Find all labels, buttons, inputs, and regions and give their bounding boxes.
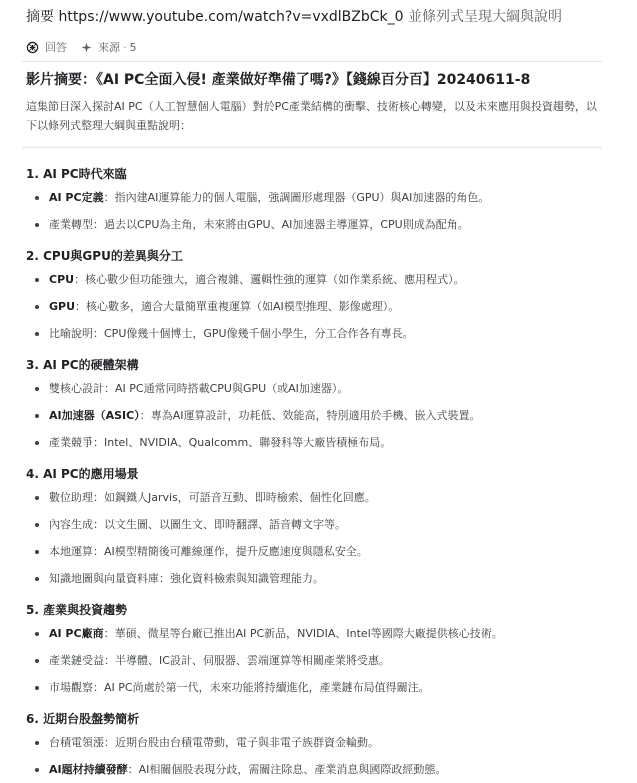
bullet-list — [26, 266, 616, 347]
bullet-item — [26, 184, 616, 211]
bullet-item — [26, 320, 616, 347]
bullet-colon: ： — [103, 191, 115, 204]
bullet-dot-icon — [35, 387, 39, 391]
bullet-text: 本地運算：AI模型精簡後可離線運作，提升反應速度與隱私安全。 — [49, 545, 368, 558]
bullet-item — [26, 211, 616, 238]
bullet-dot-icon — [35, 686, 39, 690]
bullet-item — [26, 647, 616, 674]
bullet-item — [26, 293, 616, 320]
bullet-text: 專為AI運算設計，功耗低、效能高，特別適用於手機、嵌入式裝置。 — [150, 409, 481, 422]
bullet-text: 內容生成：以文生圖、以圖生文、即時翻譯、語音轉文字等。 — [49, 518, 346, 531]
bullet-dot-icon — [35, 414, 39, 418]
bullet-list — [26, 484, 616, 592]
bullet-term: AI題材持續發酵 — [49, 763, 128, 776]
query-suffix: 並條列式呈現大綱與說明 — [403, 9, 563, 25]
bullet-item — [26, 729, 616, 756]
answer-title: 影片摘要：《AI PC全面入侵! 產業做好準備了嗎?》【錢線百分百】20240611-8 — [26, 72, 531, 88]
intro-divider — [22, 147, 602, 148]
bullet-dot-icon — [35, 577, 39, 581]
bullet-dot-icon — [35, 632, 39, 636]
bullet-text: AI相關個股表現分歧，需關注除息、產業消息與國際政經動態。 — [138, 763, 447, 776]
bullet-dot-icon — [35, 550, 39, 554]
answer-content — [26, 156, 616, 783]
bullet-item — [26, 429, 616, 456]
bullet-list — [26, 620, 616, 701]
bullet-list — [26, 729, 616, 783]
bullet-colon: ： — [75, 300, 87, 313]
sources-separator: · — [123, 40, 127, 54]
bullet-term: AI PC定義 — [49, 191, 104, 204]
sources-tab-label: 來源 — [98, 41, 120, 54]
bullet-colon: ： — [74, 273, 86, 286]
section-title: 2. CPU與GPU的差異與分工 — [26, 249, 183, 263]
bullet-text: 指內建AI運算能力的個人電腦，強調圖形處理器（GPU）與AI加速器的角色。 — [114, 191, 490, 204]
bullet-term: AI PC廠商 — [49, 627, 104, 640]
bullet-dot-icon — [35, 741, 39, 745]
bullet-colon: ： — [103, 627, 115, 640]
bullet-text: 雙核心設計：AI PC通常同時搭載CPU與GPU（或AI加速器）。 — [49, 382, 349, 395]
bullet-dot-icon — [35, 332, 39, 336]
answer-icon — [26, 41, 39, 54]
bullet-text: 產業轉型：過去以CPU為主角，未來將由GPU、AI加速器主導運算，CPU則成為配角。 — [49, 218, 469, 231]
bullet-item — [26, 620, 616, 647]
bullet-text: 市場觀察：AI PC尚處於第一代，未來功能將持續進化，產業鏈布局值得關注。 — [49, 681, 430, 694]
user-query — [26, 8, 626, 26]
section-title: 3. AI PC的硬體架構 — [26, 358, 139, 372]
answer-tab[interactable] — [26, 39, 67, 55]
section-title: 5. 產業與投資趨勢 — [26, 603, 128, 617]
answer-tab-label: 回答 — [45, 41, 67, 54]
bullet-item — [26, 402, 616, 429]
sources-sparkle-icon — [81, 42, 92, 53]
bullet-term: GPU — [49, 300, 76, 313]
bullet-item — [26, 674, 616, 701]
answer-section — [26, 600, 616, 701]
bullet-text: 比喻說明：CPU像幾十個博士，GPU像幾千個小學生，分工合作各有專長。 — [49, 327, 414, 340]
sources-count: 5 — [129, 40, 137, 54]
bullet-text: 台積電領漲：近期台股由台積電帶動，電子與非電子族群資金輪動。 — [49, 736, 379, 749]
bullet-item — [26, 511, 616, 538]
answer-section — [26, 464, 616, 592]
answer-intro: 這集節目深入探討AI PC（人工智慧個人電腦）對於PC產業結構的衝擊、技術核心轉變，以及未來應用與投資趨勢，以下以條列式整理大綱與重點說明： — [26, 100, 597, 132]
section-title: 6. 近期台股盤勢簡析 — [26, 712, 140, 726]
answer-section — [26, 355, 616, 456]
bullet-item — [26, 756, 616, 783]
bullet-text: 產業競爭：Intel、NVIDIA、Qualcomm、聯發科等大廠皆積極布局。 — [49, 436, 392, 449]
query-prefix: 摘要 — [26, 9, 59, 25]
bullet-dot-icon — [35, 278, 39, 282]
section-title: 1. AI PC時代來臨 — [26, 167, 127, 181]
bullet-dot-icon — [35, 441, 39, 445]
sources-tab[interactable] — [81, 39, 137, 55]
bullet-term: CPU — [49, 273, 75, 286]
bullet-item — [26, 565, 616, 592]
bullet-dot-icon — [35, 496, 39, 500]
bullet-dot-icon — [35, 659, 39, 663]
bullet-item — [26, 538, 616, 565]
answer-section — [26, 246, 616, 347]
bullet-text: 知識地圖與向量資料庫：強化資料檢索與知識管理能力。 — [49, 572, 324, 585]
bullet-dot-icon — [35, 305, 39, 309]
bullet-item — [26, 266, 616, 293]
bullet-list — [26, 184, 616, 238]
bullet-colon: ： — [127, 763, 139, 776]
bullet-dot-icon — [35, 768, 39, 772]
query-url: https://www.youtube.com/watch?v=vxdlBZbCk_0 — [58, 9, 404, 25]
header-divider — [22, 61, 602, 62]
bullet-item — [26, 484, 616, 511]
bullet-text: 產業鏈受益：半導體、IC設計、伺服器、雲端運算等相關產業將受惠。 — [49, 654, 390, 667]
answer-section — [26, 164, 616, 238]
bullet-dot-icon — [35, 223, 39, 227]
answer-section — [26, 709, 616, 783]
bullet-term: AI加速器（ASIC） — [49, 409, 140, 422]
bullet-colon: ： — [139, 409, 151, 422]
bullet-dot-icon — [35, 196, 39, 200]
bullet-text: 華碩、微星等台廠已推出AI PC新品，NVIDIA、Intel等國際大廠提供核心技術。 — [114, 627, 503, 640]
bullet-dot-icon — [35, 523, 39, 527]
bullet-item — [26, 375, 616, 402]
bullet-text: 核心數少但功能強大，適合複雜、邏輯性強的運算（如作業系統、應用程式）。 — [85, 273, 465, 286]
answer-meta-bar — [26, 38, 151, 56]
bullet-text: 核心數多，適合大量簡單重複運算（如AI模型推理、影像處理）。 — [86, 300, 400, 313]
bullet-list — [26, 375, 616, 456]
section-title: 4. AI PC的應用場景 — [26, 467, 139, 481]
bullet-text: 數位助理：如鋼鐵人Jarvis，可語音互動、即時檢索、個性化回應。 — [49, 491, 376, 504]
